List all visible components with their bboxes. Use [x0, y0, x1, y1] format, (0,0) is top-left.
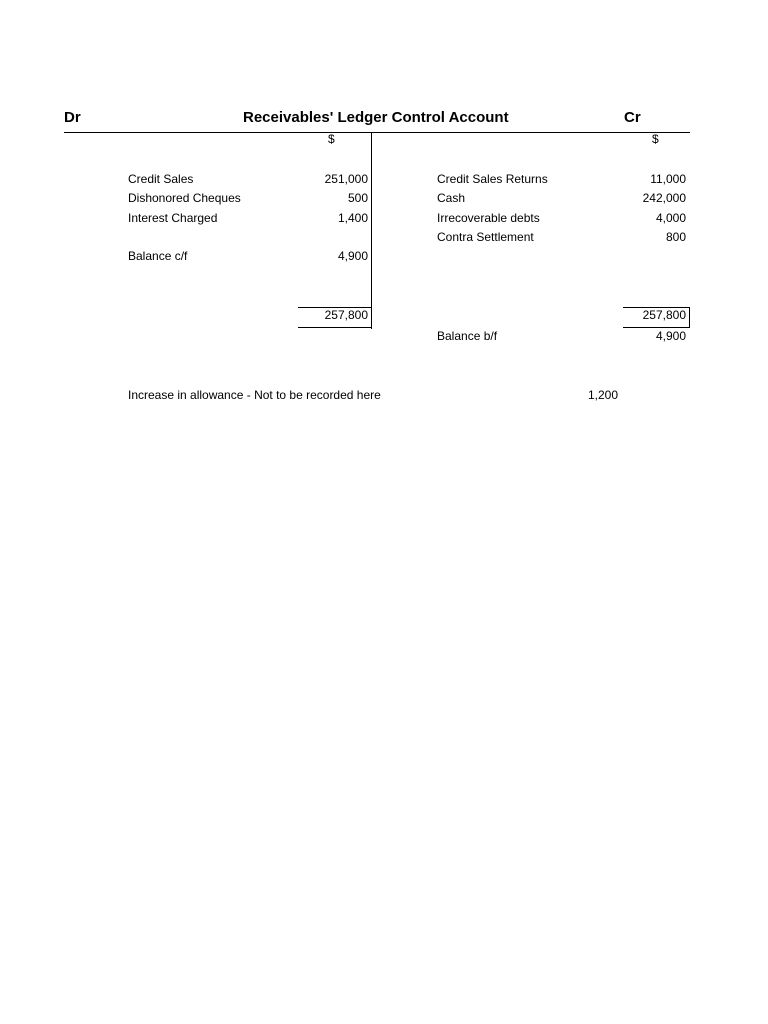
allowance-note: Increase in allowance - Not to be recorded here	[128, 388, 381, 402]
debit-total-bottom-rule	[298, 327, 371, 328]
credit-entry-amount: 800	[665, 230, 686, 244]
credit-entry-label: Cash	[437, 191, 466, 205]
credit-entry-label: Irrecoverable debts	[437, 211, 540, 225]
account-title: Receivables' Ledger Control Account	[243, 109, 509, 126]
cr-label: Cr	[624, 109, 641, 126]
credit-total-bottom-rule	[623, 327, 690, 328]
debit-entry-label: Dishonored Cheques	[128, 191, 241, 205]
dr-label: Dr	[64, 109, 81, 126]
credit-entry-label: Credit Sales Returns	[437, 172, 548, 186]
credit-entry-label: Contra Settlement	[437, 230, 534, 244]
t-account-center-rule	[371, 132, 372, 329]
credit-entry-amount: 242,000	[642, 191, 686, 205]
credit-entry-amount: 11,000	[650, 172, 686, 186]
debit-entry-amount: 500	[347, 191, 368, 205]
debit-entry-label: Interest Charged	[128, 211, 218, 225]
debit-currency-symbol: $	[328, 132, 335, 146]
allowance-amount: 1,200	[587, 388, 618, 402]
debit-total: 257,800	[324, 308, 368, 322]
debit-entry-amount: 251,000	[324, 172, 368, 186]
debit-entry-label: Balance c/f	[128, 249, 188, 263]
balance-bf-amount: 4,900	[655, 329, 686, 343]
debit-entry-amount: 1,400	[337, 211, 368, 225]
t-account-top-rule	[64, 132, 690, 133]
credit-total: 257,800	[642, 308, 686, 322]
credit-currency-symbol: $	[652, 132, 659, 146]
debit-entry-label: Credit Sales	[128, 172, 194, 186]
balance-bf-label: Balance b/f	[437, 329, 498, 343]
credit-entry-amount: 4,000	[655, 211, 686, 225]
credit-total-right-rule	[689, 307, 690, 328]
debit-entry-amount: 4,900	[337, 249, 368, 263]
